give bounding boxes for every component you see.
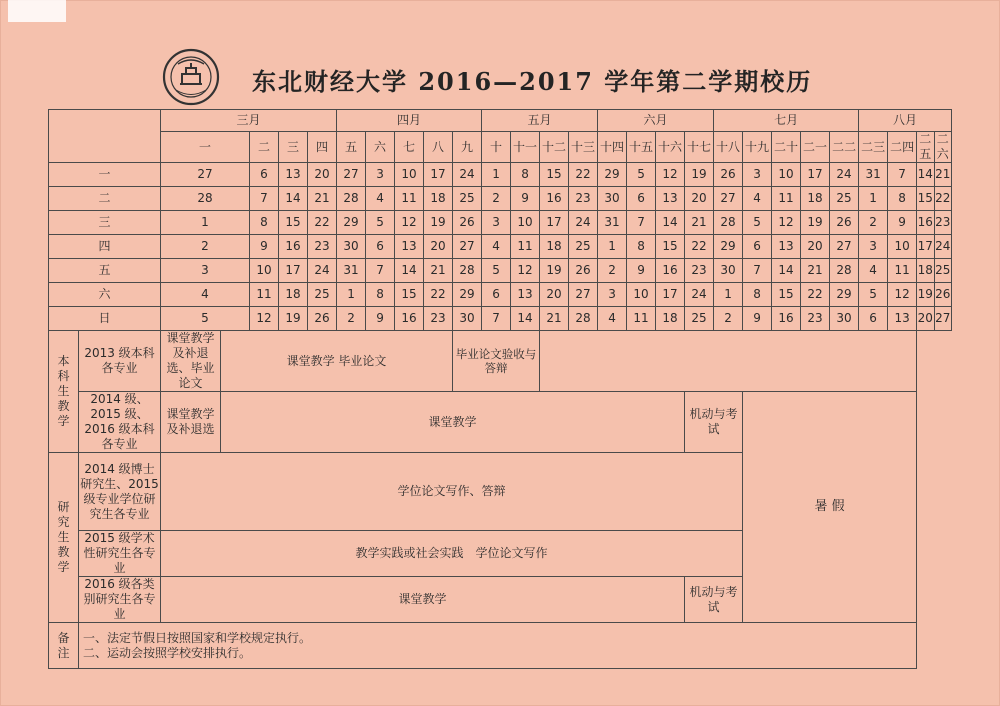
date-cell: 1	[482, 163, 511, 187]
month-march: 三月	[161, 110, 337, 132]
date-cell: 3	[743, 163, 772, 187]
date-cell: 24	[453, 163, 482, 187]
date-cell: 10	[511, 211, 540, 235]
date-cell: 2	[482, 187, 511, 211]
week-12: 十二	[540, 132, 569, 163]
activity-cell: 机动与考试	[685, 577, 743, 623]
date-cell: 23	[685, 259, 714, 283]
date-cell: 1	[161, 211, 250, 235]
date-cell: 16	[656, 259, 685, 283]
date-cell: 15	[279, 211, 308, 235]
date-cell: 4	[161, 283, 250, 307]
paper-scrap	[8, 0, 66, 22]
date-cell: 26	[934, 283, 951, 307]
date-cell: 19	[917, 283, 934, 307]
date-cell: 27	[337, 163, 366, 187]
date-cell: 19	[685, 163, 714, 187]
date-cell: 29	[598, 163, 627, 187]
date-cell: 28	[161, 187, 250, 211]
date-cell: 19	[424, 211, 453, 235]
date-cell: 9	[888, 211, 917, 235]
date-cell: 21	[685, 211, 714, 235]
summer-vacation-cell: 暑 假	[743, 392, 917, 623]
date-cell: 1	[598, 235, 627, 259]
date-cell: 7	[627, 211, 656, 235]
date-cell: 30	[598, 187, 627, 211]
date-cell: 12	[656, 163, 685, 187]
week-22: 二二	[830, 132, 859, 163]
week-11: 十一	[511, 132, 540, 163]
date-cell: 15	[656, 235, 685, 259]
date-cell: 18	[540, 235, 569, 259]
date-cell: 6	[250, 163, 279, 187]
date-cell: 30	[453, 307, 482, 331]
date-cell: 20	[801, 235, 830, 259]
week-1: 一	[161, 132, 250, 163]
date-cell: 9	[250, 235, 279, 259]
date-cell: 29	[714, 235, 743, 259]
date-cell: 12	[395, 211, 424, 235]
date-cell: 21	[424, 259, 453, 283]
document-header	[160, 44, 813, 108]
date-cell: 8	[743, 283, 772, 307]
date-cell: 18	[917, 259, 934, 283]
date-cell: 13	[888, 307, 917, 331]
date-cell: 24	[569, 211, 598, 235]
week-17: 十七	[685, 132, 714, 163]
date-cell: 20	[685, 187, 714, 211]
date-cell: 17	[424, 163, 453, 187]
week-20: 二十	[772, 132, 801, 163]
date-cell: 27	[714, 187, 743, 211]
date-cell: 5	[161, 307, 250, 331]
date-cell: 16	[279, 235, 308, 259]
date-cell: 24	[308, 259, 337, 283]
date-cell: 19	[279, 307, 308, 331]
date-cell: 1	[859, 187, 888, 211]
week-13: 十三	[569, 132, 598, 163]
date-cell: 25	[569, 235, 598, 259]
date-cell: 22	[569, 163, 598, 187]
group-2016-grad: 2016 级各类别研究生各专业	[79, 577, 161, 623]
date-cell: 16	[395, 307, 424, 331]
date-cell: 10	[395, 163, 424, 187]
date-cell: 20	[308, 163, 337, 187]
date-cell: 10	[772, 163, 801, 187]
date-cell: 12	[511, 259, 540, 283]
date-cell: 1	[714, 283, 743, 307]
date-cell: 16	[917, 211, 934, 235]
undergrad-row-1	[49, 331, 952, 392]
week-26: 二六	[934, 132, 951, 163]
group-2013-undergrad: 2013 级本科各专业	[79, 331, 161, 392]
date-cell: 7	[743, 259, 772, 283]
date-cell: 15	[395, 283, 424, 307]
date-cell: 20	[540, 283, 569, 307]
date-cell: 27	[830, 235, 859, 259]
week-3: 三	[279, 132, 308, 163]
week-25: 二五	[917, 132, 934, 163]
date-cell: 1	[337, 283, 366, 307]
group-2014-2016-undergrad: 2014 级、2015 级、2016 级本科各专业	[79, 392, 161, 453]
date-cell: 29	[830, 283, 859, 307]
date-cell: 19	[540, 259, 569, 283]
date-cell: 20	[424, 235, 453, 259]
empty-cell	[540, 331, 917, 392]
notes-content	[79, 623, 917, 669]
month-may: 五月	[482, 110, 598, 132]
date-cell: 22	[424, 283, 453, 307]
date-cell: 4	[859, 259, 888, 283]
date-cell: 27	[934, 307, 951, 331]
date-cell: 15	[772, 283, 801, 307]
date-cell: 5	[743, 211, 772, 235]
date-cell: 2	[337, 307, 366, 331]
date-cell: 22	[934, 187, 951, 211]
date-cell: 6	[366, 235, 395, 259]
week-19: 十九	[743, 132, 772, 163]
date-cell: 16	[772, 307, 801, 331]
date-cell: 18	[424, 187, 453, 211]
date-cell: 11	[250, 283, 279, 307]
date-cell: 13	[511, 283, 540, 307]
date-cell: 4	[598, 307, 627, 331]
week-8: 八	[424, 132, 453, 163]
week-21: 二一	[801, 132, 830, 163]
day-row-tue	[49, 187, 952, 211]
date-cell: 23	[424, 307, 453, 331]
date-cell: 10	[250, 259, 279, 283]
date-cell: 15	[917, 187, 934, 211]
week-24: 二四	[888, 132, 917, 163]
date-cell: 14	[772, 259, 801, 283]
date-cell: 7	[482, 307, 511, 331]
date-cell: 14	[511, 307, 540, 331]
week-10: 十	[482, 132, 511, 163]
undergrad-row-2	[49, 392, 952, 453]
day-label: 二	[49, 187, 161, 211]
day-row-fri	[49, 259, 952, 283]
date-cell: 24	[685, 283, 714, 307]
date-cell: 25	[934, 259, 951, 283]
date-cell: 6	[627, 187, 656, 211]
week-23: 二三	[859, 132, 888, 163]
date-cell: 10	[888, 235, 917, 259]
week-6: 六	[366, 132, 395, 163]
date-cell: 9	[511, 187, 540, 211]
date-cell: 7	[366, 259, 395, 283]
week-15: 十五	[627, 132, 656, 163]
date-cell: 14	[279, 187, 308, 211]
week-4: 四	[308, 132, 337, 163]
date-cell: 17	[656, 283, 685, 307]
date-cell: 5	[482, 259, 511, 283]
date-cell: 2	[161, 235, 250, 259]
date-cell: 5	[859, 283, 888, 307]
date-cell: 18	[656, 307, 685, 331]
date-cell: 28	[714, 211, 743, 235]
day-row-thu	[49, 235, 952, 259]
date-cell: 21	[540, 307, 569, 331]
date-cell: 3	[859, 235, 888, 259]
date-cell: 13	[772, 235, 801, 259]
date-cell: 2	[598, 259, 627, 283]
week-5: 五	[337, 132, 366, 163]
activity-cell: 课堂教学 毕业论文	[221, 331, 453, 392]
date-cell: 9	[743, 307, 772, 331]
date-cell: 4	[743, 187, 772, 211]
date-cell: 19	[801, 211, 830, 235]
date-cell: 25	[308, 283, 337, 307]
date-cell: 25	[453, 187, 482, 211]
date-cell: 30	[830, 307, 859, 331]
note-line-1: 一、法定节假日按照国家和学校规定执行。	[83, 630, 312, 645]
university-seal-icon	[162, 48, 220, 106]
day-row-mon	[49, 163, 952, 187]
date-cell: 24	[934, 235, 951, 259]
date-cell: 4	[366, 187, 395, 211]
date-cell: 27	[453, 235, 482, 259]
date-cell: 5	[627, 163, 656, 187]
date-cell: 12	[888, 283, 917, 307]
week-14: 十四	[598, 132, 627, 163]
date-cell: 22	[308, 211, 337, 235]
date-cell: 22	[801, 283, 830, 307]
date-cell: 23	[569, 187, 598, 211]
activity-cell: 课堂教学及补退选、毕业论文	[161, 331, 221, 392]
date-cell: 23	[801, 307, 830, 331]
week-2: 二	[250, 132, 279, 163]
date-cell: 7	[888, 163, 917, 187]
date-cell: 26	[453, 211, 482, 235]
week-header-row	[49, 132, 952, 163]
date-cell: 11	[772, 187, 801, 211]
date-cell: 6	[859, 307, 888, 331]
note-line-2: 二、运动会按照学校安排执行。	[83, 645, 252, 660]
date-cell: 7	[250, 187, 279, 211]
undergrad-section-label: 本科生教学	[49, 331, 79, 453]
day-row-sat	[49, 283, 952, 307]
group-phd-professional: 2014 级博士研究生、2015 级专业学位研究生各专业	[79, 453, 161, 531]
date-cell: 31	[859, 163, 888, 187]
corner-cell	[49, 110, 161, 163]
date-cell: 3	[598, 283, 627, 307]
notes-row	[49, 623, 952, 669]
week-16: 十六	[656, 132, 685, 163]
day-row-sun	[49, 307, 952, 331]
activity-cell: 教学实践或社会实践 学位论文写作	[161, 531, 743, 577]
day-row-wed	[49, 211, 952, 235]
activity-cell: 课堂教学	[161, 577, 685, 623]
date-cell: 3	[482, 211, 511, 235]
date-cell: 4	[482, 235, 511, 259]
date-cell: 9	[366, 307, 395, 331]
activity-cell: 课堂教学及补退选	[161, 392, 221, 453]
date-cell: 28	[453, 259, 482, 283]
date-cell: 3	[366, 163, 395, 187]
date-cell: 21	[934, 163, 951, 187]
date-cell: 6	[743, 235, 772, 259]
date-cell: 11	[627, 307, 656, 331]
date-cell: 8	[250, 211, 279, 235]
date-cell: 27	[161, 163, 250, 187]
date-cell: 28	[830, 259, 859, 283]
day-label: 六	[49, 283, 161, 307]
date-cell: 11	[888, 259, 917, 283]
date-cell: 13	[656, 187, 685, 211]
date-cell: 18	[279, 283, 308, 307]
date-cell: 8	[627, 235, 656, 259]
date-cell: 12	[250, 307, 279, 331]
activity-cell: 毕业论文验收与答辩	[453, 331, 540, 392]
date-cell: 15	[540, 163, 569, 187]
page-title: 东北财经大学 2016—2017 学年第二学期校历	[252, 67, 813, 96]
day-label: 四	[49, 235, 161, 259]
date-cell: 27	[569, 283, 598, 307]
date-cell: 28	[337, 187, 366, 211]
date-cell: 12	[772, 211, 801, 235]
month-august: 八月	[859, 110, 952, 132]
date-cell: 17	[540, 211, 569, 235]
date-cell: 17	[801, 163, 830, 187]
date-cell: 26	[569, 259, 598, 283]
month-header-row	[49, 110, 952, 132]
group-2015-academic: 2015 级学术性研究生各专业	[79, 531, 161, 577]
grad-section-label: 研究生教学	[49, 453, 79, 623]
date-cell: 8	[366, 283, 395, 307]
date-cell: 22	[685, 235, 714, 259]
date-cell: 2	[714, 307, 743, 331]
date-cell: 9	[627, 259, 656, 283]
date-cell: 23	[934, 211, 951, 235]
date-cell: 24	[830, 163, 859, 187]
date-cell: 14	[917, 163, 934, 187]
date-cell: 3	[161, 259, 250, 283]
date-cell: 17	[279, 259, 308, 283]
month-june: 六月	[598, 110, 714, 132]
date-cell: 23	[308, 235, 337, 259]
day-label: 日	[49, 307, 161, 331]
calendar-table	[48, 109, 952, 669]
day-label: 一	[49, 163, 161, 187]
date-cell: 31	[337, 259, 366, 283]
date-cell: 17	[917, 235, 934, 259]
date-cell: 21	[308, 187, 337, 211]
date-cell: 8	[511, 163, 540, 187]
date-cell: 10	[627, 283, 656, 307]
date-cell: 30	[714, 259, 743, 283]
date-cell: 26	[830, 211, 859, 235]
date-cell: 14	[395, 259, 424, 283]
day-label: 三	[49, 211, 161, 235]
date-cell: 25	[685, 307, 714, 331]
date-cell: 26	[308, 307, 337, 331]
week-7: 七	[395, 132, 424, 163]
date-cell: 18	[801, 187, 830, 211]
date-cell: 21	[801, 259, 830, 283]
day-label: 五	[49, 259, 161, 283]
activity-cell: 学位论文写作、答辩	[161, 453, 743, 531]
date-cell: 30	[337, 235, 366, 259]
date-cell: 13	[279, 163, 308, 187]
date-cell: 8	[888, 187, 917, 211]
month-april: 四月	[337, 110, 482, 132]
activity-cell: 机动与考试	[685, 392, 743, 453]
date-cell: 29	[337, 211, 366, 235]
date-cell: 28	[569, 307, 598, 331]
date-cell: 26	[714, 163, 743, 187]
notes-label: 备注	[49, 623, 79, 669]
activity-cell: 课堂教学	[221, 392, 685, 453]
date-cell: 11	[511, 235, 540, 259]
date-cell: 14	[656, 211, 685, 235]
date-cell: 11	[395, 187, 424, 211]
date-cell: 20	[917, 307, 934, 331]
week-18: 十八	[714, 132, 743, 163]
date-cell: 25	[830, 187, 859, 211]
date-cell: 13	[395, 235, 424, 259]
month-july: 七月	[714, 110, 859, 132]
date-cell: 5	[366, 211, 395, 235]
date-cell: 6	[482, 283, 511, 307]
date-cell: 2	[859, 211, 888, 235]
date-cell: 29	[453, 283, 482, 307]
date-cell: 16	[540, 187, 569, 211]
date-cell: 31	[598, 211, 627, 235]
week-9: 九	[453, 132, 482, 163]
